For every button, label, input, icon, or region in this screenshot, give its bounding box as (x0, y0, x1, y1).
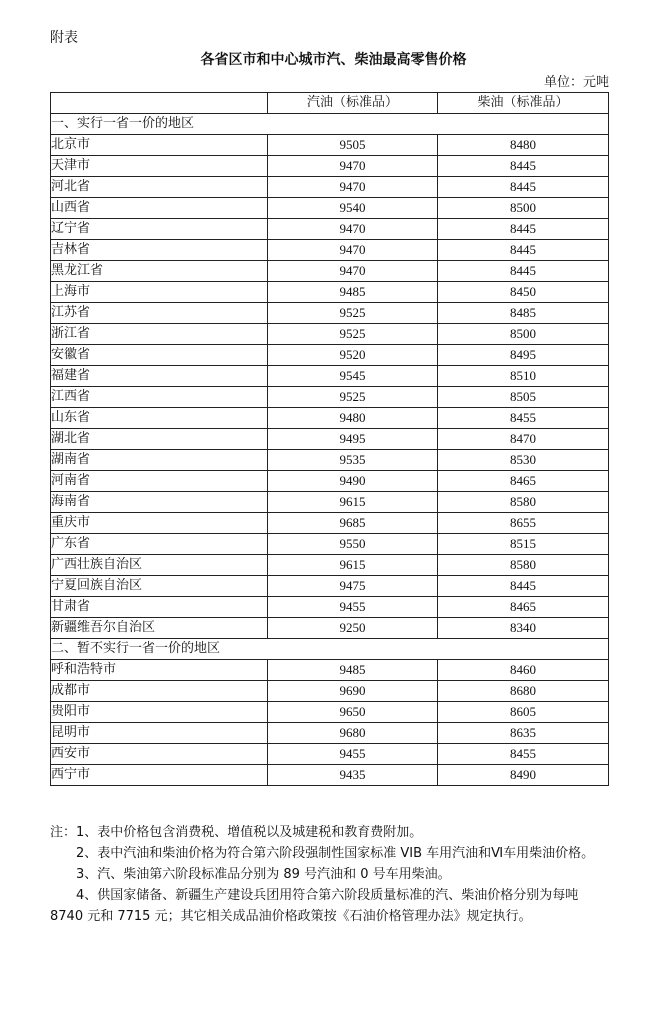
gasoline-price-cell: 9690 (268, 681, 438, 702)
table-row (51, 576, 609, 597)
table-row (51, 198, 609, 219)
table-row (51, 471, 609, 492)
diesel-price-cell: 8500 (438, 198, 609, 219)
note-1: 注：1、表中价格包含消费税、增值税以及城建税和教育费附加。 (50, 825, 423, 840)
table-row (51, 303, 609, 324)
diesel-price-cell: 8450 (438, 282, 609, 303)
table-row (51, 219, 609, 240)
gasoline-price-cell: 9615 (268, 555, 438, 576)
region-cell: 宁夏回族自治区 (51, 576, 268, 597)
gasoline-price-cell: 9470 (268, 240, 438, 261)
gasoline-price-cell: 9490 (268, 471, 438, 492)
diesel-price-cell: 8580 (438, 555, 609, 576)
region-cell: 浙江省 (51, 324, 268, 345)
diesel-price-cell: 8580 (438, 492, 609, 513)
gasoline-price-cell: 9540 (268, 198, 438, 219)
region-cell: 江苏省 (51, 303, 268, 324)
region-cell: 重庆市 (51, 513, 268, 534)
table-body (51, 114, 609, 786)
region-cell: 江西省 (51, 387, 268, 408)
diesel-price-cell: 8460 (438, 660, 609, 681)
table-row (51, 702, 609, 723)
region-cell: 广西壮族自治区 (51, 555, 268, 576)
document-title: 各省区市和中心城市汽、柴油最高零售价格 (200, 52, 467, 68)
diesel-price-cell: 8635 (438, 723, 609, 744)
table-row (51, 618, 609, 639)
table-row (51, 765, 609, 786)
diesel-price-cell: 8445 (438, 219, 609, 240)
diesel-price-cell: 8500 (438, 324, 609, 345)
gasoline-price-cell: 9525 (268, 387, 438, 408)
table-row (51, 324, 609, 345)
table-row (51, 681, 609, 702)
region-cell: 黑龙江省 (51, 261, 268, 282)
region-cell: 吉林省 (51, 240, 268, 261)
table-row (51, 597, 609, 618)
region-cell: 湖北省 (51, 429, 268, 450)
table-row (51, 366, 609, 387)
gasoline-price-cell: 9470 (268, 156, 438, 177)
diesel-price-cell: 8680 (438, 681, 609, 702)
gasoline-price-cell: 9250 (268, 618, 438, 639)
region-cell: 甘肃省 (51, 597, 268, 618)
diesel-price-cell: 8455 (438, 744, 609, 765)
region-cell: 海南省 (51, 492, 268, 513)
section-row (51, 114, 609, 135)
table-row (51, 177, 609, 198)
diesel-price-cell: 8515 (438, 534, 609, 555)
gasoline-price-cell: 9550 (268, 534, 438, 555)
table-row (51, 156, 609, 177)
diesel-price-cell: 8445 (438, 261, 609, 282)
note-2: 2、表中汽油和柴油价格为符合第六阶段强制性国家标准 VIB 车用汽油和Ⅵ车用柴油价格。 (76, 846, 595, 861)
diesel-price-cell: 8445 (438, 177, 609, 198)
region-cell: 湖南省 (51, 450, 268, 471)
table-row (51, 282, 609, 303)
gasoline-price-cell: 9525 (268, 324, 438, 345)
price-table (50, 92, 609, 786)
region-cell: 呼和浩特市 (51, 660, 268, 681)
gasoline-price-cell: 9615 (268, 492, 438, 513)
section-row (51, 639, 609, 660)
diesel-price-cell: 8340 (438, 618, 609, 639)
gasoline-price-cell: 9470 (268, 219, 438, 240)
region-cell: 辽宁省 (51, 219, 268, 240)
diesel-price-cell: 8655 (438, 513, 609, 534)
table-row (51, 660, 609, 681)
diesel-price-cell: 8465 (438, 597, 609, 618)
table-row (51, 429, 609, 450)
table-row (51, 387, 609, 408)
diesel-price-cell: 8445 (438, 240, 609, 261)
gasoline-price-cell: 9505 (268, 135, 438, 156)
table-row (51, 744, 609, 765)
unit-label: 单位：元吨 (543, 75, 609, 90)
notes (50, 822, 612, 927)
region-cell: 成都市 (51, 681, 268, 702)
table-row (51, 450, 609, 471)
diesel-price-cell: 8490 (438, 765, 609, 786)
region-cell: 安徽省 (51, 345, 268, 366)
gasoline-price-cell: 9685 (268, 513, 438, 534)
appendix-label: 附表 (50, 30, 78, 46)
region-cell: 北京市 (51, 135, 268, 156)
region-cell: 西安市 (51, 744, 268, 765)
diesel-price-cell: 8455 (438, 408, 609, 429)
gasoline-price-cell: 9455 (268, 597, 438, 618)
region-cell: 福建省 (51, 366, 268, 387)
header-diesel: 柴油（标准品） (438, 93, 609, 114)
region-cell: 山西省 (51, 198, 268, 219)
header-region (51, 93, 268, 114)
gasoline-price-cell: 9455 (268, 744, 438, 765)
region-cell: 河南省 (51, 471, 268, 492)
gasoline-price-cell: 9650 (268, 702, 438, 723)
gasoline-price-cell: 9480 (268, 408, 438, 429)
note-4: 4、供国家储备、新疆生产建设兵团用符合第六阶段质量标准的汽、柴油价格分别为每吨 8740 元和 7715 元；其它相关成品油价格政策按《石油价格管理办法》规定执行。 (50, 888, 579, 924)
region-cell: 贵阳市 (51, 702, 268, 723)
region-cell: 天津市 (51, 156, 268, 177)
diesel-price-cell: 8470 (438, 429, 609, 450)
table-row (51, 534, 609, 555)
region-cell: 河北省 (51, 177, 268, 198)
diesel-price-cell: 8445 (438, 156, 609, 177)
gasoline-price-cell: 9435 (268, 765, 438, 786)
table-row (51, 513, 609, 534)
gasoline-price-cell: 9470 (268, 177, 438, 198)
gasoline-price-cell: 9485 (268, 660, 438, 681)
table-header-row (51, 93, 609, 114)
diesel-price-cell: 8465 (438, 471, 609, 492)
diesel-price-cell: 8480 (438, 135, 609, 156)
gasoline-price-cell: 9680 (268, 723, 438, 744)
table-row (51, 492, 609, 513)
table-row (51, 261, 609, 282)
region-cell: 新疆维吾尔自治区 (51, 618, 268, 639)
diesel-price-cell: 8485 (438, 303, 609, 324)
gasoline-price-cell: 9535 (268, 450, 438, 471)
region-cell: 广东省 (51, 534, 268, 555)
section-label: 一、实行一省一价的地区 (51, 114, 609, 135)
gasoline-price-cell: 9470 (268, 261, 438, 282)
diesel-price-cell: 8530 (438, 450, 609, 471)
diesel-price-cell: 8605 (438, 702, 609, 723)
table-row (51, 408, 609, 429)
table-row (51, 135, 609, 156)
table-row (51, 240, 609, 261)
region-cell: 上海市 (51, 282, 268, 303)
diesel-price-cell: 8505 (438, 387, 609, 408)
region-cell: 山东省 (51, 408, 268, 429)
gasoline-price-cell: 9485 (268, 282, 438, 303)
table-row (51, 555, 609, 576)
note-3: 3、汽、柴油第六阶段标准品分别为 89 号汽油和 0 号车用柴油。 (76, 867, 451, 882)
diesel-price-cell: 8510 (438, 366, 609, 387)
diesel-price-cell: 8445 (438, 576, 609, 597)
table-row (51, 723, 609, 744)
gasoline-price-cell: 9520 (268, 345, 438, 366)
diesel-price-cell: 8495 (438, 345, 609, 366)
header-gasoline: 汽油（标准品） (268, 93, 438, 114)
region-cell: 昆明市 (51, 723, 268, 744)
section-label: 二、暂不实行一省一价的地区 (51, 639, 609, 660)
gasoline-price-cell: 9495 (268, 429, 438, 450)
table-row (51, 345, 609, 366)
region-cell: 西宁市 (51, 765, 268, 786)
gasoline-price-cell: 9475 (268, 576, 438, 597)
gasoline-price-cell: 9525 (268, 303, 438, 324)
gasoline-price-cell: 9545 (268, 366, 438, 387)
